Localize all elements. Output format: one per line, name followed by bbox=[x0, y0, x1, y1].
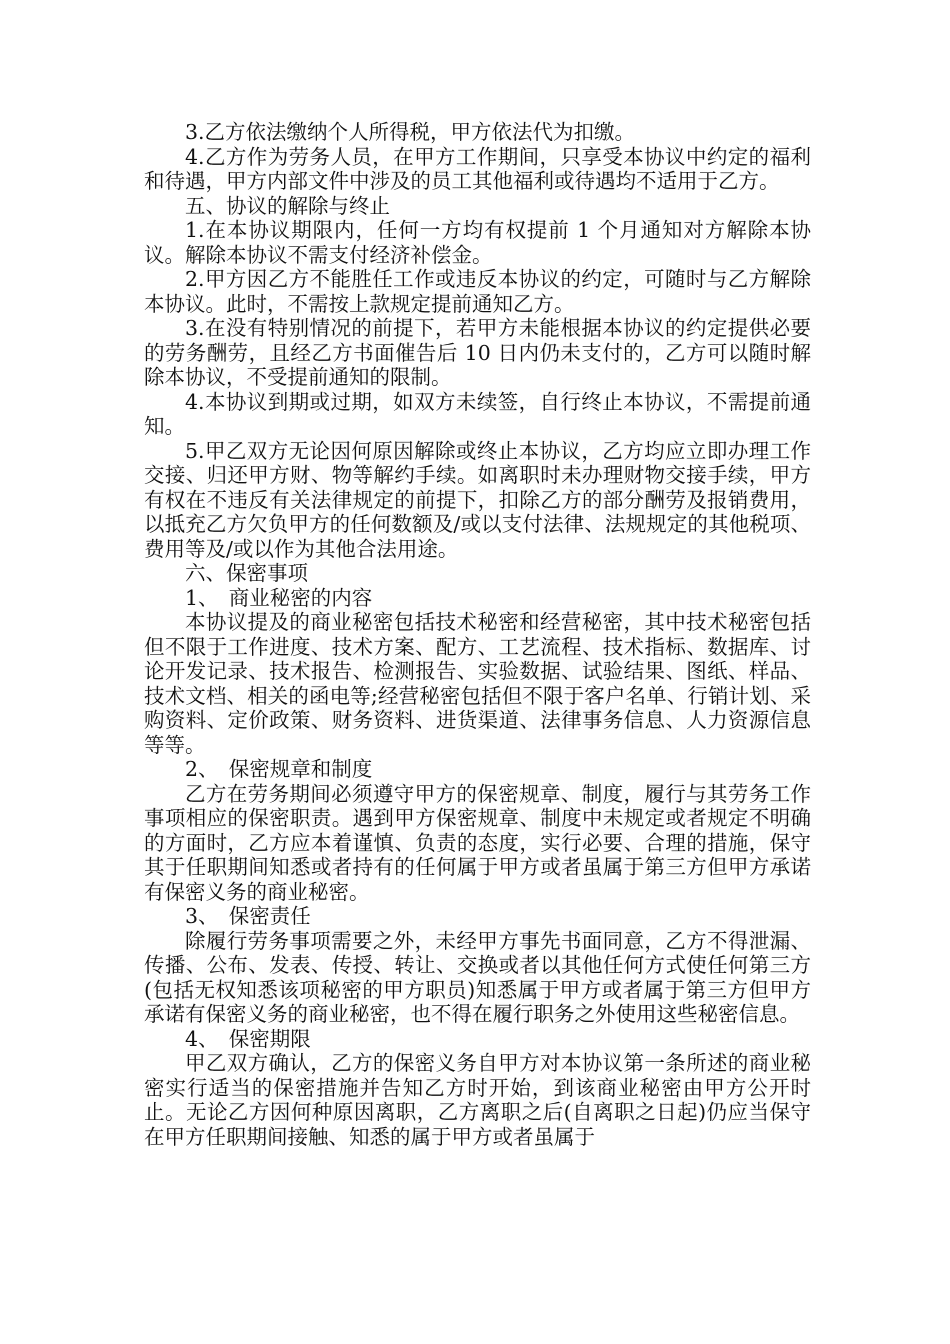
paragraph-termination-2: 2.甲方因乙方不能胜任工作或违反本协议的约定，可随时与乙方解除本协议。此时，不需按上款规定提前通知乙方。 bbox=[144, 267, 811, 316]
subheading-confidentiality-period: 4、 保密期限 bbox=[185, 1026, 311, 1051]
subheading-trade-secret-content: 1、 商业秘密的内容 bbox=[185, 585, 373, 610]
paragraph-benefits: 4.乙方作为劳务人员，在甲方工作期间，只享受本协议中约定的福利和待遇，甲方内部文件中涉及的员工其他福利或待遇均不适用于乙方。 bbox=[144, 144, 811, 193]
section-heading-termination: 五、协议的解除与终止 bbox=[185, 193, 390, 218]
subheading-confidentiality-duty: 3、 保密责任 bbox=[185, 904, 311, 928]
paragraph-termination-4: 4.本协议到期或过期，如双方未续签，自行终止本协议，不需提前通知。 bbox=[144, 389, 811, 438]
paragraph-confidentiality-period: 甲乙双方确认，乙方的保密义务自甲方对本协议第一条所述的商业秘密实行适当的保密措施并告知乙方时开始，到该商业秘密由甲方公开时止。无论乙方因何种原因离职，乙方离职之后(自离职之日起)仍应当保守在甲方任职期间接触、知悉的属于甲方或者虽属于 bbox=[144, 1051, 811, 1149]
paragraph-termination-5: 5.甲乙双方无论因何原因解除或终止本协议，乙方均应立即办理工作交接、归还甲方财、物等解约手续。如离职时未办理财物交接手续，甲方有权在不违反有关法律规定的前提下，扣除乙方的部分酬劳及报销费用，以抵充乙方欠负甲方的任何数额及/或以支付法律、法规规定的其他税项、费用等及/或以作为其他合法用途。 bbox=[144, 438, 811, 561]
paragraph-trade-secret-content: 本协议提及的商业秘密包括技术秘密和经营秘密，其中技术秘密包括但不限于工作进度、技术方案、配方、工艺流程、技术指标、数据库、讨论开发记录、技术报告、检测报告、实验数据、试验结果、图纸、样品、技术文档、相关的函电等;经营秘密包括但不限于客户名单、行销计划、采购资料、定价政策、财务资料、进货渠道、法律事务信息、人力资源信息等等。 bbox=[144, 610, 811, 757]
paragraph-termination-3: 3.在没有特别情况的前提下，若甲方未能根据本协议的约定提供必要的劳务酬劳，且经乙方书面催告后 10 日内仍未支付的，乙方可以随时解除本协议，不受提前通知的限制。 bbox=[144, 316, 811, 389]
paragraph-termination-1: 1.在本协议期限内，任何一方均有权提前 1 个月通知对方解除本协议。解除本协议不需支付经济补偿金。 bbox=[144, 218, 811, 267]
subheading-confidentiality-rules: 2、 保密规章和制度 bbox=[185, 757, 373, 781]
paragraph-confidentiality-duty: 除履行劳务事项需要之外，未经甲方事先书面同意，乙方不得泄漏、传播、公布、发表、传授、转让、交换或者以其他任何方式使任何第三方(包括无权知悉该项秘密的甲方职员)知悉属于甲方或者属于第三方但甲方承诺有保密义务的商业秘密，也不得在履行职务之外使用这些秘密信息。 bbox=[144, 928, 811, 1026]
section-heading-confidentiality: 六、保密事项 bbox=[185, 561, 308, 585]
paragraph-tax: 3.乙方依法缴纳个人所得税，甲方依法代为扣缴。 bbox=[185, 120, 636, 144]
paragraph-confidentiality-rules: 乙方在劳务期间必须遵守甲方的保密规章、制度，履行与其劳务工作事项相应的保密职责。遇到甲方保密规章、制度中未规定或者规定不明确的方面时，乙方应本着谨慎、负责的态度，实行必要、合理的措施，保守其于任职期间知悉或者持有的任何属于甲方或者虽属于第三方但甲方承诺有保密义务的商业秘密。 bbox=[144, 781, 811, 904]
document-body bbox=[144, 120, 811, 1149]
